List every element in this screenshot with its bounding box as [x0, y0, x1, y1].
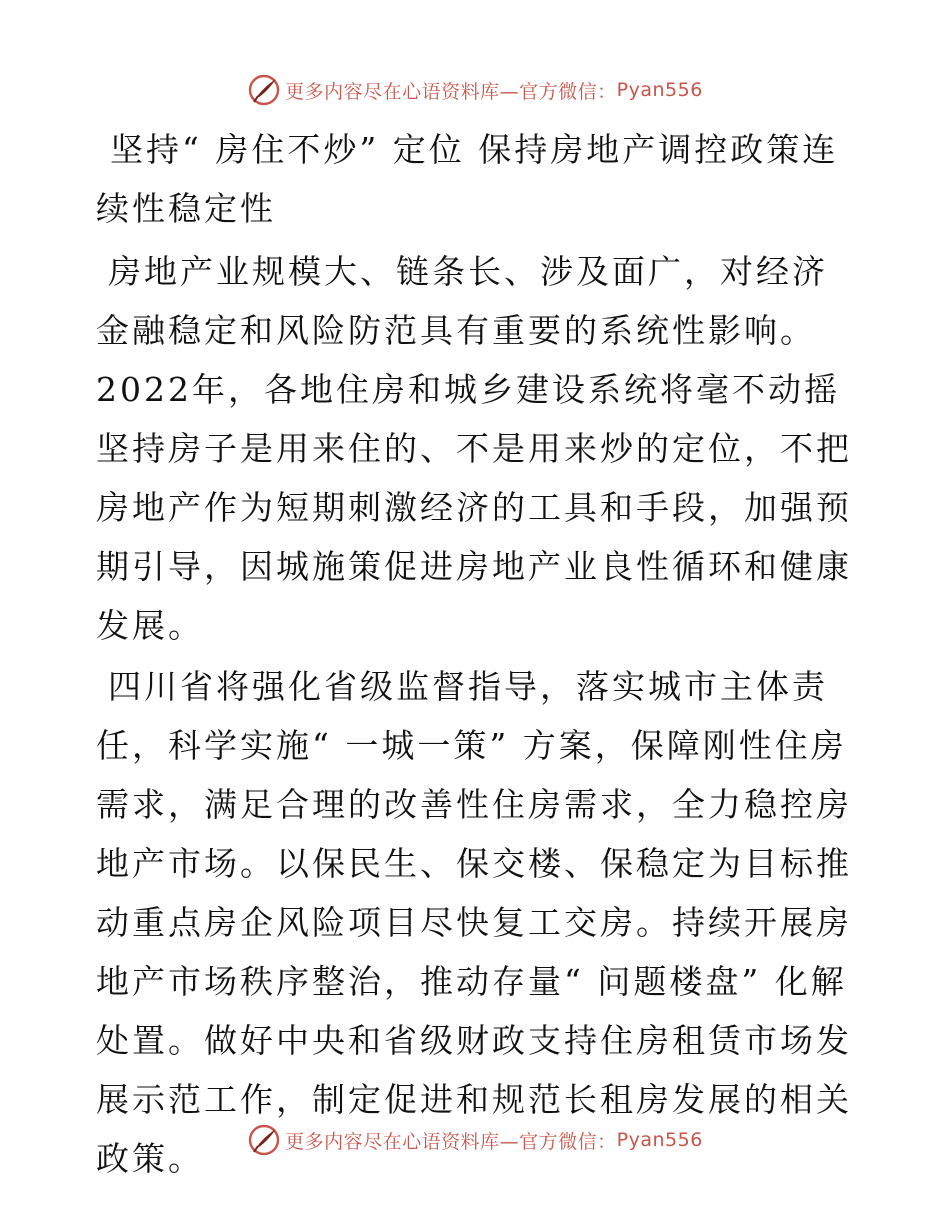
footer-watermark — [0, 1120, 950, 1160]
document-title: 坚持“ 房住不炒” 定位 保持房地产调控政策连续性稳定性 — [96, 130, 839, 228]
document-body — [96, 120, 852, 1188]
watermark-text: 更多内容尽在心语资料库—官方微信： — [285, 1130, 617, 1153]
header-watermark — [0, 70, 950, 110]
watermark-wechat-id: Pyan556 — [616, 79, 703, 101]
paragraph-2: 四川省将强化省级监督指导，落实城市主体责任，科学实施“ 一城一策” 方案，保障刚性住房需求，满足合理的改善性住房需求，全力稳控房地产市场。以保民生、保交楼、保稳定为目标推动重点房企风险项目尽快复工交房。持续开展房地产市场秩序整治，推动存量“ 问题楼盘” 化解处置。做好中央和省级财政支持住房租赁市场发展示范工作，制定促进和规范长租房发展的相关政策。 — [96, 667, 852, 1178]
paragraph-1: 房地产业规模大、链条长、涉及面广，对经济金融稳定和风险防范具有重要的系统性影响。2022年，各地住房和城乡建设系统将毫不动摇坚持房子是用来住的、不是用来炒的定位，不把房地产作为短期刺激经济的工具和手段，加强预期引导，因城施策促进房地产业良性循环和健康发展。 — [96, 252, 852, 645]
watermark-wechat-id: Pyan556 — [616, 1129, 703, 1151]
watermark-text: 更多内容尽在心语资料库—官方微信： — [285, 80, 617, 103]
feather-logo-icon — [247, 73, 281, 107]
feather-logo-icon — [247, 1123, 281, 1157]
